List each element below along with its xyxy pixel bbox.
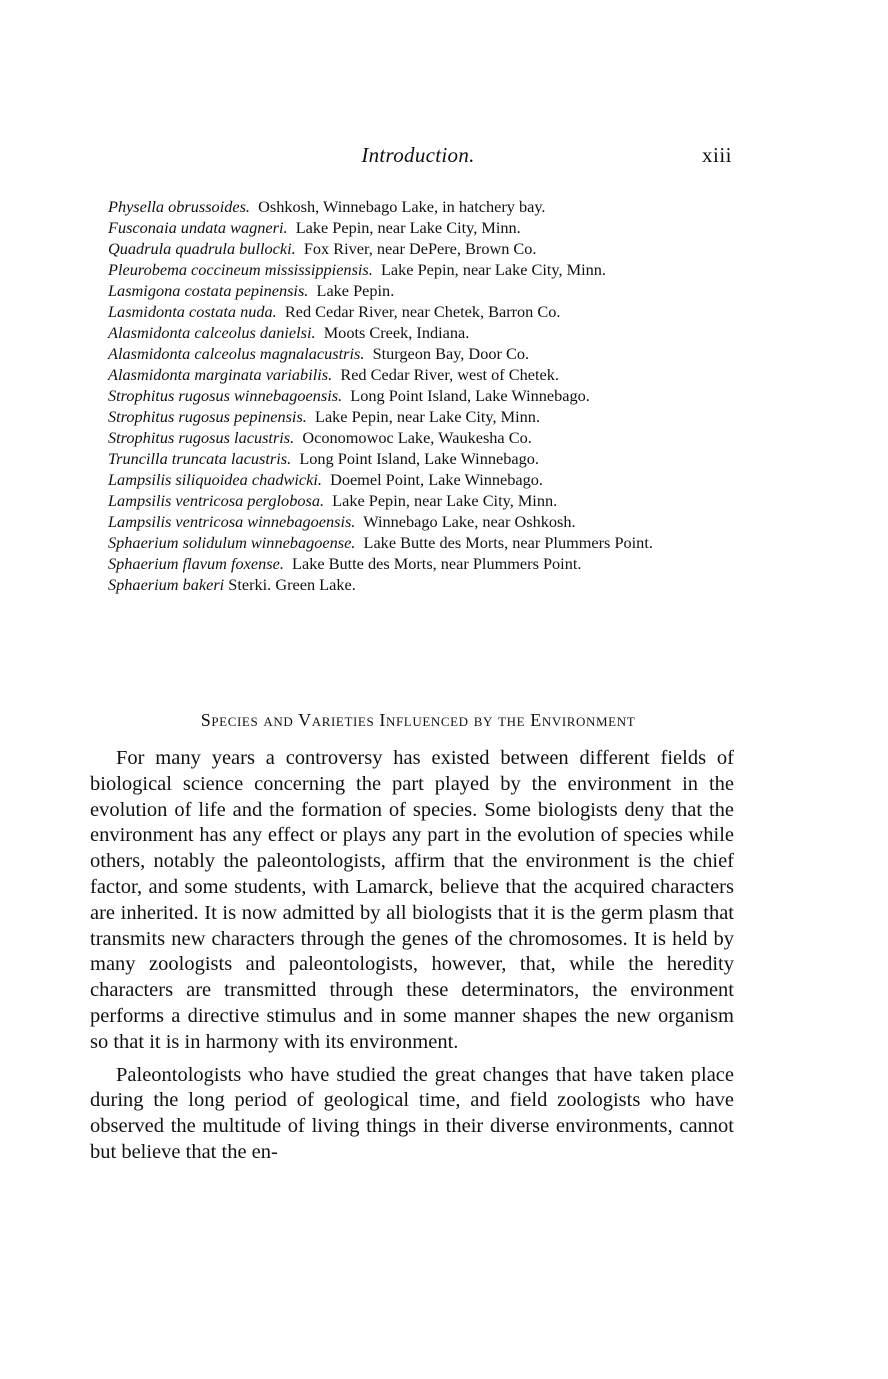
species-locality: Long Point Island, Lake Winnebago. [299, 449, 539, 468]
species-locality: Oshkosh, Winnebago Lake, in hatchery bay. [258, 197, 546, 216]
species-name: Sphaerium bakeri [108, 575, 225, 594]
species-name: Alasmidonta calceolus danielsi. [108, 323, 316, 342]
species-locality: Lake Butte des Morts, near Plummers Point. [292, 554, 582, 573]
species-entry [108, 553, 736, 574]
species-entry [108, 490, 736, 511]
species-entry [108, 217, 736, 238]
section-heading: Species and Varieties Influenced by the Environment [200, 710, 636, 730]
running-head [100, 143, 736, 171]
species-locality: Lake Pepin, near Lake City, Minn. [332, 491, 558, 510]
species-name: Lampsilis ventricosa perglobosa. [108, 491, 325, 510]
species-entry [108, 238, 736, 259]
species-entry [108, 448, 736, 469]
species-locality: Sturgeon Bay, Door Co. [372, 344, 530, 363]
species-locality: Sterki. Green Lake. [228, 575, 356, 594]
body-text [90, 746, 734, 1173]
species-entry [108, 280, 736, 301]
species-entry [108, 301, 736, 322]
species-locality: Red Cedar River, near Chetek, Barron Co. [284, 302, 561, 321]
species-name: Lasmigona costata pepinensis. [108, 281, 309, 300]
species-name: Lampsilis siliquoidea chadwicki. [108, 470, 322, 489]
species-name: Pleurobema coccineum mississippiensis. [108, 260, 373, 279]
paragraph: For many years a controversy has existed between different fields of biological science concerning the part played by the environment in the evolution of life and the formation of species. Some biologists deny that the environment has any effect or plays any part in the evolution of species while others, notably the paleontologists, affirm that the environment is the chief factor, and some students, with Lamarck, believe that the acquired characters are inherited. It is now admitted by all biologists that it is the germ plasm that transmits new characters through the genes of the chromosomes. It is held by many zoologists and paleontologists, however, that, while the heredity characters are transmitted through these determinators, the environment performs a directive stimulus and in some manner shapes the new organism so that it is in harmony with its environment. [90, 747, 734, 1053]
species-list [108, 196, 736, 595]
paragraph: Paleontologists who have studied the great changes that have taken place during the long period of geological time, and field zoologists who have observed the multitude of living things in their diverse environments, cannot but believe that the en- [90, 1063, 734, 1163]
species-name: Alasmidonta calceolus magnalacustris. [108, 344, 365, 363]
species-locality: Red Cedar River, west of Chetek. [340, 365, 559, 384]
species-locality: Lake Pepin, near Lake City, Minn. [295, 218, 521, 237]
species-entry [108, 259, 736, 280]
species-entry [108, 343, 736, 364]
species-locality: Doemel Point, Lake Winnebago. [330, 470, 543, 489]
species-entry [108, 406, 736, 427]
species-locality: Winnebago Lake, near Oshkosh. [363, 512, 576, 531]
species-locality: Lake Pepin, near Lake City, Minn. [380, 260, 606, 279]
species-entry [108, 385, 736, 406]
species-entry [108, 511, 736, 532]
species-name: Alasmidonta marginata variabilis. [108, 365, 333, 384]
species-name: Truncilla truncata lacustris. [108, 449, 292, 468]
species-locality: Oconomowoc Lake, Waukesha Co. [302, 428, 532, 447]
species-locality: Long Point Island, Lake Winnebago. [350, 386, 590, 405]
species-name: Physella obrussoides. [108, 197, 250, 216]
species-name: Strophitus rugosus winnebagoensis. [108, 386, 343, 405]
running-title: Introduction. [361, 143, 475, 167]
species-locality: Lake Pepin, near Lake City, Minn. [315, 407, 541, 426]
species-entry [108, 427, 736, 448]
species-locality: Fox River, near DePere, Brown Co. [303, 239, 537, 258]
species-entry [108, 196, 736, 217]
species-locality: Lake Pepin. [316, 281, 395, 300]
species-name: Strophitus rugosus pepinensis. [108, 407, 307, 426]
species-entry [108, 364, 736, 385]
species-name: Lasmidonta costata nuda. [108, 302, 277, 321]
species-locality: Lake Butte des Morts, near Plummers Point. [363, 533, 653, 552]
species-entry [108, 322, 736, 343]
species-name: Strophitus rugosus lacustris. [108, 428, 295, 447]
species-name: Sphaerium flavum foxense. [108, 554, 284, 573]
species-name: Fusconaia undata wagneri. [108, 218, 288, 237]
species-name: Lampsilis ventricosa winnebagoensis. [108, 512, 356, 531]
page-number: xiii [701, 143, 732, 167]
species-entry [108, 532, 736, 553]
species-entry [108, 469, 736, 490]
species-name: Sphaerium solidulum winnebagoense. [108, 533, 356, 552]
species-locality: Moots Creek, Indiana. [323, 323, 470, 342]
species-entry [108, 574, 736, 595]
species-name: Quadrula quadrula bullocki. [108, 239, 296, 258]
